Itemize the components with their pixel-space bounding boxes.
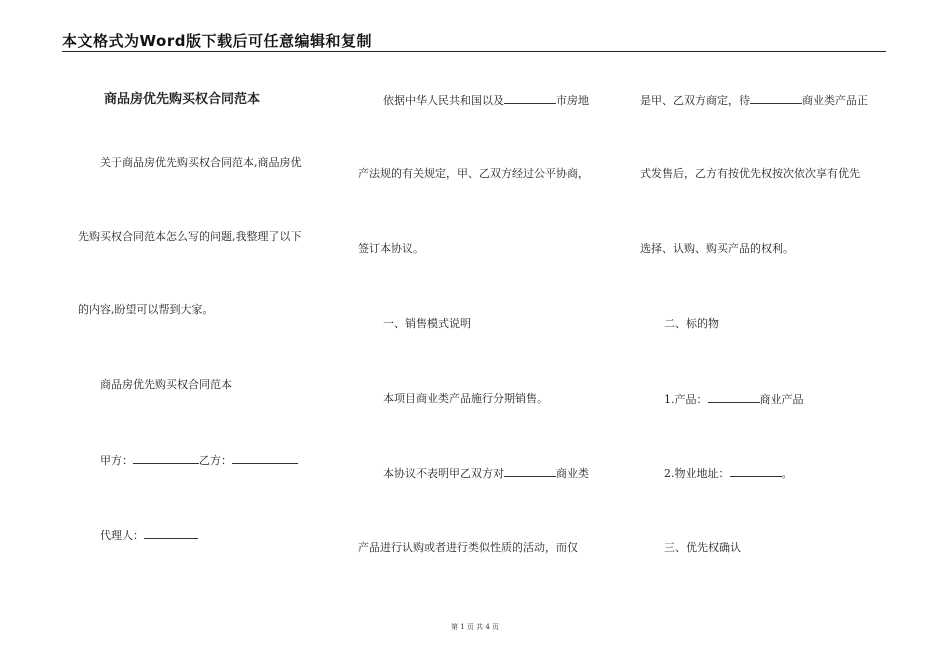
col3-line-2: 式发售后，乙方有按优先权按次依次享有优先 xyxy=(640,167,860,180)
item-1-blank xyxy=(708,392,760,403)
document-header: 本文格式为Word版下载后可任意编辑和复制 xyxy=(62,32,372,50)
agent-label: 代理人： xyxy=(100,529,144,542)
col2-line-1-text-a: 依据中华人民共和国以及 xyxy=(383,94,504,107)
party-a-label: 甲方： xyxy=(100,454,133,467)
item-1-suffix: 商业产品 xyxy=(759,393,804,406)
sale-blank xyxy=(750,93,802,104)
col2-line-5-text-a: 本协议不表明甲乙双方对 xyxy=(383,467,504,480)
header-rule xyxy=(62,51,886,52)
party-a-blank xyxy=(133,453,199,464)
col3-line-1-text-a: 是甲、乙双方商定，待 xyxy=(640,94,750,107)
section-2-heading: 二、标的物 xyxy=(664,317,719,330)
col2-line-4: 本项目商业类产品施行分期销售。 xyxy=(383,392,548,405)
intro-line-3: 的内容,盼望可以帮到大家。 xyxy=(78,303,214,316)
party-line xyxy=(100,453,298,468)
section-3-heading: 三、优先权确认 xyxy=(664,541,741,554)
item-1 xyxy=(664,392,804,407)
col2-line-5-text-b: 商业类 xyxy=(556,467,589,480)
city-blank xyxy=(504,93,556,104)
col2-line-6: 产品进行认购或者进行类似性质的活动，而仅 xyxy=(358,541,578,554)
section-1-heading: 一、销售模式说明 xyxy=(383,317,471,330)
page-number: 第 1 页 共 4 页 xyxy=(450,623,500,631)
item-1-label: 1.产品： xyxy=(664,393,708,406)
contract-subtitle: 商品房优先购买权合同范本 xyxy=(100,378,232,391)
col2-line-3: 签订本协议。 xyxy=(358,242,424,255)
col3-line-3: 选择、认购、购买产品的权利。 xyxy=(640,242,794,255)
item-2 xyxy=(664,466,793,481)
col2-line-2: 产法规的有关规定，甲、乙双方经过公平协商， xyxy=(358,167,589,180)
agent-blank xyxy=(144,528,198,539)
intro-line-1: 关于商品房优先购买权合同范本,商品房优 xyxy=(100,156,302,169)
col2-line-5 xyxy=(383,466,589,481)
document-title: 商品房优先购买权合同范本 xyxy=(104,92,261,107)
agent-line xyxy=(100,528,198,543)
item-2-suffix: 。 xyxy=(781,467,793,480)
product-blank xyxy=(504,466,556,477)
col3-line-1 xyxy=(640,93,868,108)
col2-line-1-text-b: 市房地 xyxy=(556,94,589,107)
party-b-label: 乙方： xyxy=(199,454,232,467)
party-b-blank xyxy=(232,453,298,464)
col2-line-1 xyxy=(383,93,589,108)
item-2-blank xyxy=(730,466,782,477)
item-2-label: 2.物业地址： xyxy=(664,467,730,480)
intro-line-2: 先购买权合同范本怎么写的问题,我整理了以下 xyxy=(78,230,302,243)
col3-line-1-text-b: 商业类产品正 xyxy=(802,94,868,107)
